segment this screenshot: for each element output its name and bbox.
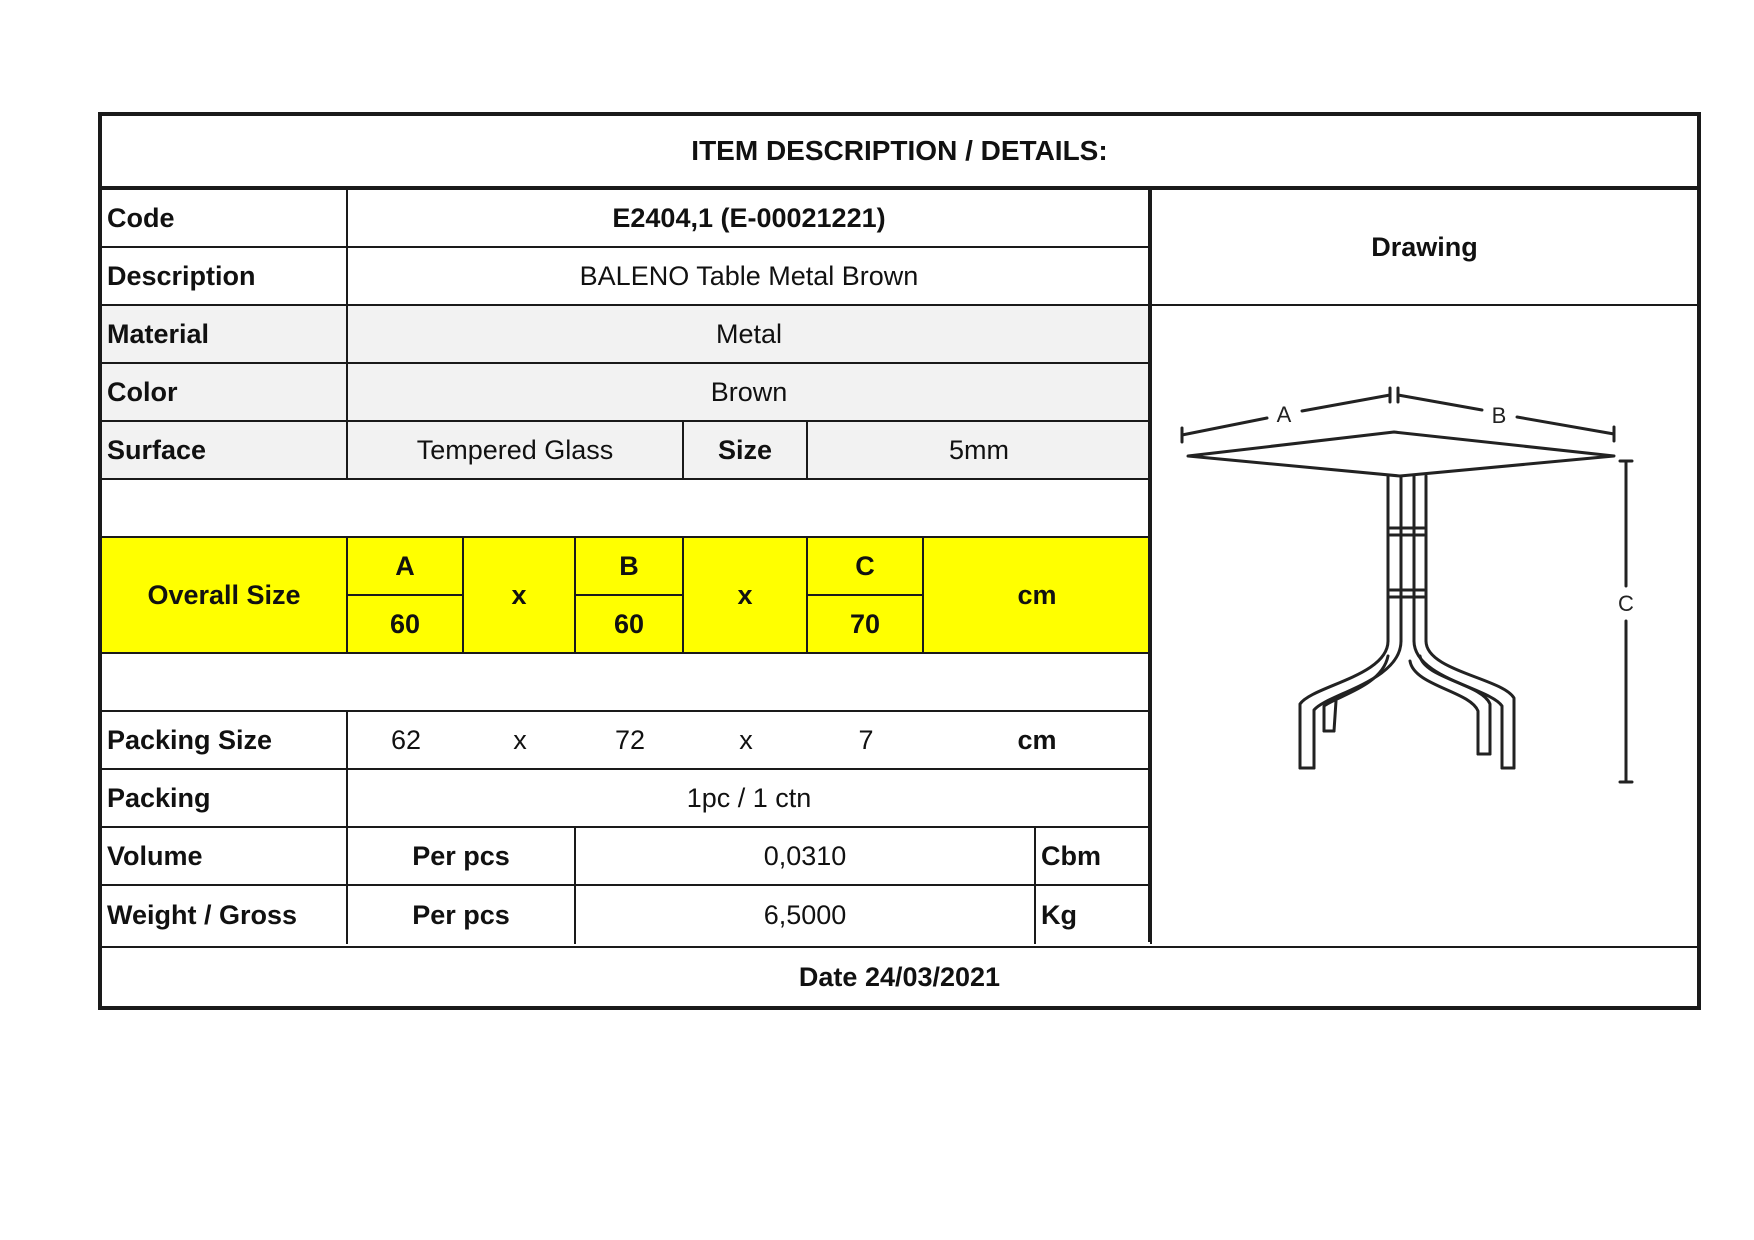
footer-date: Date 24/03/2021 xyxy=(102,946,1697,1006)
table-top xyxy=(1188,432,1614,476)
packing-value: 1pc / 1 ctn xyxy=(348,770,1152,828)
dim-b-line-right xyxy=(1517,417,1614,434)
color-value: Brown xyxy=(348,364,1152,422)
code-value: E2404,1 (E-00021221) xyxy=(348,190,1152,248)
weight-label: Weight / Gross xyxy=(102,886,348,944)
dim-a-line-right xyxy=(1302,395,1390,411)
surface-size-label: Size xyxy=(684,422,808,480)
packing-size-unit: cm xyxy=(924,712,1152,770)
table-drawing-svg xyxy=(1152,306,1697,946)
surface-label: Surface xyxy=(102,422,348,480)
volume-label: Volume xyxy=(102,828,348,886)
packing-size-a: 62 xyxy=(348,712,464,770)
material-label: Material xyxy=(102,306,348,364)
volume-per: Per pcs xyxy=(348,828,576,886)
weight-unit: Kg xyxy=(1036,886,1152,944)
overall-sep-1: x xyxy=(464,538,576,654)
overall-size-label: Overall Size xyxy=(102,538,348,654)
packing-size-sep-2: x xyxy=(684,712,808,770)
surface-value: Tempered Glass xyxy=(348,422,684,480)
sheet-title: ITEM DESCRIPTION / DETAILS: xyxy=(102,116,1697,190)
dim-b-label: B xyxy=(1491,403,1507,428)
overall-unit: cm xyxy=(924,538,1152,654)
packing-label: Packing xyxy=(102,770,348,828)
weight-per: Per pcs xyxy=(348,886,576,944)
dim-a-line-left xyxy=(1182,418,1267,435)
overall-sep-2: x xyxy=(684,538,808,654)
drawing-divider xyxy=(1148,186,1150,942)
overall-a-value: 60 xyxy=(348,596,464,654)
spec-sheet xyxy=(98,112,1701,1010)
weight-value: 6,5000 xyxy=(576,886,1036,944)
description-value: BALENO Table Metal Brown xyxy=(348,248,1152,306)
spacer-row xyxy=(102,480,1152,538)
overall-c-label: C xyxy=(808,538,924,596)
dim-b-line-left xyxy=(1398,395,1482,410)
overall-b-value: 60 xyxy=(576,596,684,654)
packing-size-sep-1: x xyxy=(464,712,576,770)
spec-table xyxy=(102,190,1152,946)
packing-size-c: 7 xyxy=(808,712,924,770)
volume-unit: Cbm xyxy=(1036,828,1152,886)
drawing-header: Drawing xyxy=(1152,190,1697,306)
description-label: Description xyxy=(102,248,348,306)
code-label: Code xyxy=(102,190,348,248)
spacer-row xyxy=(102,654,1152,712)
overall-c-value: 70 xyxy=(808,596,924,654)
dim-a-label: A xyxy=(1276,402,1292,427)
packing-size-label: Packing Size xyxy=(102,712,348,770)
color-label: Color xyxy=(102,364,348,422)
surface-size-value: 5mm xyxy=(808,422,1152,480)
material-value: Metal xyxy=(348,306,1152,364)
dim-c-label: C xyxy=(1618,591,1634,616)
overall-b-label: B xyxy=(576,538,684,596)
leg-back-left-inner xyxy=(1334,701,1336,731)
volume-value: 0,0310 xyxy=(576,828,1036,886)
table-drawing xyxy=(1152,306,1697,946)
overall-a-label: A xyxy=(348,538,464,596)
packing-size-b: 72 xyxy=(576,712,684,770)
